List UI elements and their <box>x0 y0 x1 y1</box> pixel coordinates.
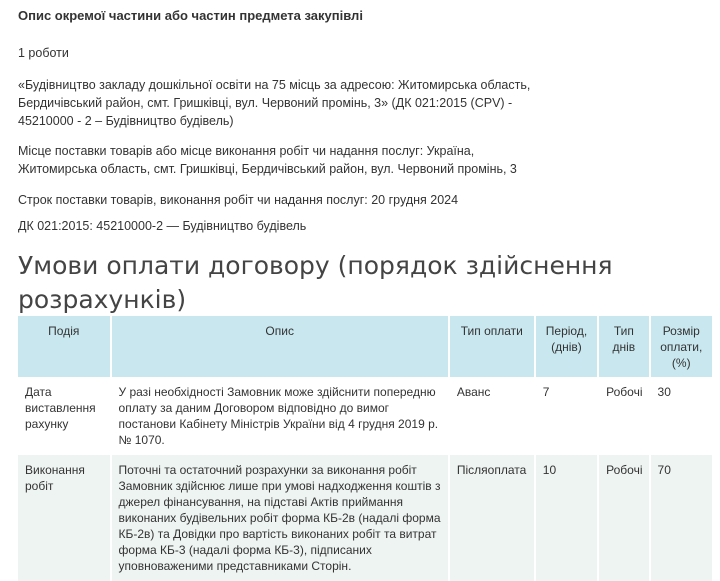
cell-payment-type: Післяоплата <box>449 455 535 581</box>
cell-event: Дата виставлення рахунку <box>18 377 111 455</box>
delivery-deadline: Строк поставки товарів, виконання робіт чи надання послуг: 20 грудня 2024 <box>18 193 459 207</box>
table-row <box>18 455 712 581</box>
payment-terms-table <box>18 316 712 581</box>
lot-description: «Будівництво закладу дошкільної освіти на 75 місць за адресою: Житомирська область, Бердичівський район, смт. Гришківці, вул. Червоний промінь, 3» (ДК 021:2015 (CPV) - 45210000 - 2 – Будівництво будівель) <box>18 78 531 128</box>
cell-description: У разі необхідності Замовник може здійснити попередню оплату за даним Договором відповідно до вимог постанови Кабінету Міністрів України від 4 грудня 2019 р. № 1070. <box>111 377 449 455</box>
cell-period: 7 <box>535 377 598 455</box>
cell-payment-type: Аванс <box>449 377 535 455</box>
column-header-event: Подія <box>18 316 111 377</box>
column-header-period: Період, (днів) <box>535 316 598 377</box>
procurement-content <box>18 0 708 317</box>
cpv-code: ДК 021:2015: 45210000-2 — Будівництво будівель <box>18 219 307 233</box>
column-header-payment-size: Розмір оплати, (%) <box>650 316 712 377</box>
cell-event: Виконання робіт <box>18 455 111 581</box>
table-row <box>18 377 712 455</box>
cell-days-type: Робочі <box>598 377 649 455</box>
column-header-description: Опис <box>111 316 449 377</box>
column-header-payment-type: Тип оплати <box>449 316 535 377</box>
lots-count: 1 роботи <box>18 46 69 60</box>
cell-payment-size: 30 <box>650 377 712 455</box>
table-header-row <box>18 316 712 377</box>
delivery-place: Місце поставки товарів або місце виконання робіт чи надання послуг: Україна, Житомирська область, смт. Гришківці, Бердичівський район, вул. Червоний промінь, 3 <box>18 144 517 176</box>
section-title: Опис окремої частини або частин предмета закупівлі <box>18 8 363 23</box>
cell-payment-size: 70 <box>650 455 712 581</box>
payment-terms-heading: Умови оплати договору (порядок здійснення розрахунків) <box>18 251 613 314</box>
column-header-days-type: Тип днів <box>598 316 649 377</box>
cell-description: Поточні та остаточний розрахунки за виконання робіт Замовник здійснює лише при умові надходження коштів з джерел фінансування, на підставі Актів приймання виконаних будівельних робіт форма КБ-2в (надалі форма КБ-2в) та Довідки про вартість виконаних робіт та витрат форма КБ-3 (надалі форма КБ-3), підписаних уповноваженими представниками Сторін. <box>111 455 449 581</box>
cell-days-type: Робочі <box>598 455 649 581</box>
cell-period: 10 <box>535 455 598 581</box>
